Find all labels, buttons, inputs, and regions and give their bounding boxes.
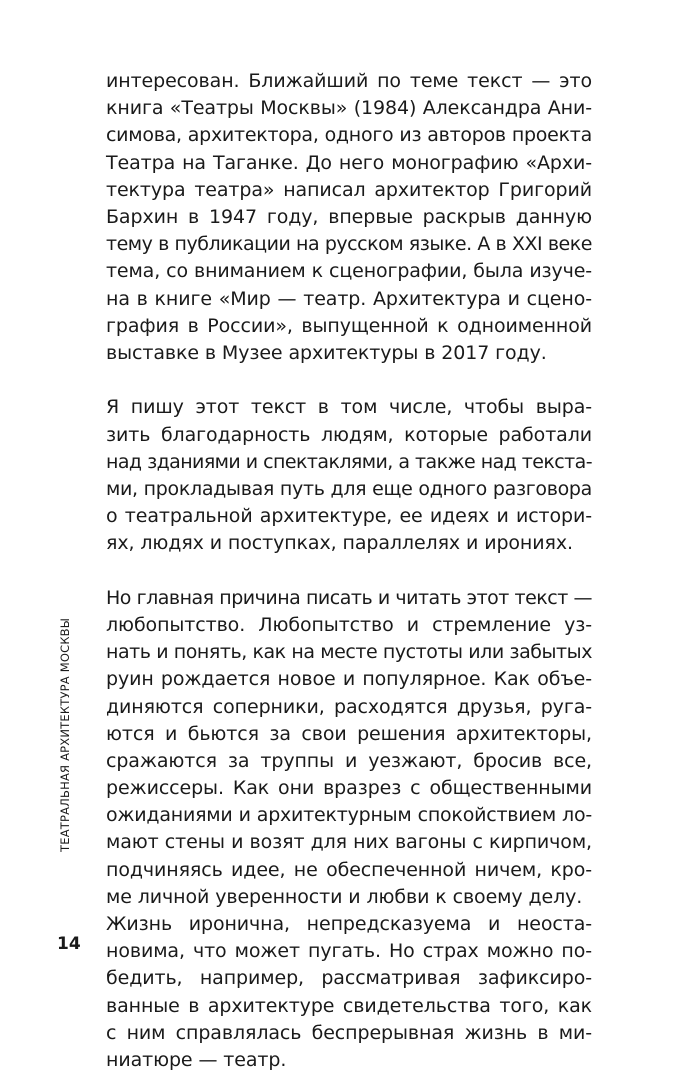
- text-line: бедить, например, рассматривая зафиксиро-: [106, 967, 592, 990]
- text-line: Но главная причина писать и читать этот текст —: [106, 586, 592, 609]
- text-line: мают стены и возят для них вагоны с кирпичом,: [106, 831, 592, 854]
- text-line: графия в России», выпущенной к одноименной: [106, 314, 592, 337]
- text-line: выставке в Музее архитектуры в 2017 году.: [106, 341, 547, 364]
- text-line: тему в публикации на русском языке. А в XXI веке: [106, 233, 592, 256]
- paragraph-2: [106, 394, 592, 557]
- text-line: тектура театра» написал архитектор Григорий: [106, 178, 592, 201]
- text-line: нать и понять, как на месте пустоты или забытых: [106, 641, 592, 664]
- text-line: любопытство. Любопытство и стремление уз-: [106, 613, 592, 636]
- text-line: Театра на Таганке. До него монографию «Архи-: [106, 151, 592, 174]
- text-line: с ним справлялась беспрерывная жизнь в ми-: [106, 1021, 592, 1044]
- paragraph-3: [106, 585, 592, 1074]
- text-line: ются и бьются за свои решения архитекторы,: [106, 722, 592, 745]
- text-line: ожиданиями и архитектурным спокойствием ло-: [106, 804, 592, 827]
- running-head: ТЕАТРАЛЬНАЯ АРХИТЕКТУРА МОСКВЫ: [58, 617, 72, 852]
- text-line: руин рождается новое и популярное. Как объе-: [106, 668, 592, 691]
- text-line: режиссеры. Как они вразрез с общественными: [106, 777, 592, 800]
- text-line: подчиняясь идее, не обеспеченной ничем, кро-: [106, 858, 592, 881]
- text-line: ме личной уверенности и любви к своему делу.: [106, 885, 583, 908]
- text-line: ванные в архитектуре свидетельства того, как: [106, 994, 592, 1017]
- text-line: интересован. Ближайший по теме текст — это: [106, 70, 592, 92]
- text-line: тема, со вниманием к сценографии, была изуче-: [106, 260, 592, 283]
- page-number: 14: [57, 934, 81, 954]
- text-line: о театральной архитектуре, ее идеях и истори-: [106, 505, 592, 528]
- paragraph-1: [106, 68, 592, 367]
- body-text: [106, 68, 592, 1074]
- paragraph-gap: [106, 367, 592, 394]
- text-line: ниатюре — театр.: [106, 1048, 287, 1071]
- paragraph-gap: [106, 557, 592, 584]
- text-line: на в книге «Мир — театр. Архитектура и сцено-: [106, 287, 592, 310]
- text-line: зить благодарность людям, которые работали: [106, 423, 592, 446]
- text-line: симова, архитектора, одного из авторов проекта: [106, 124, 592, 147]
- text-line: Я пишу этот текст в том числе, чтобы выра-: [106, 396, 592, 419]
- text-line: новима, что может пугать. Но страх можно по-: [106, 940, 592, 963]
- text-line: книга «Театры Москвы» (1984) Александра Ани-: [106, 97, 592, 120]
- text-line: Жизнь иронична, непредсказуема и неоста-: [106, 913, 592, 936]
- text-line: ми, прокладывая путь для еще одного разговора: [106, 477, 592, 500]
- text-line: диняются соперники, расходятся друзья, руга-: [106, 695, 592, 718]
- text-line: ях, людях и поступках, параллелях и ирониях.: [106, 532, 573, 555]
- text-line: над зданиями и спектаклями, а также над текста-: [106, 450, 592, 473]
- text-line: сражаются за труппы и уезжают, бросив все,: [106, 749, 592, 772]
- text-line: Бархин в 1947 году, впервые раскрыв данную: [106, 205, 592, 228]
